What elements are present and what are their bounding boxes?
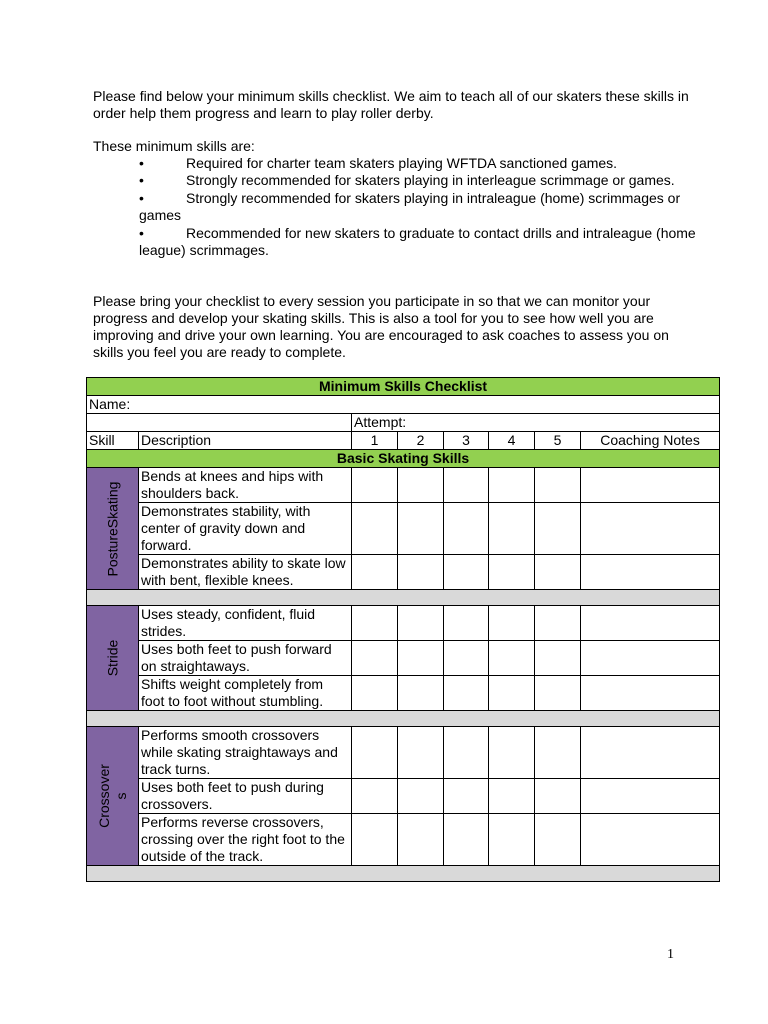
attempt-cell[interactable] — [489, 676, 535, 711]
skill-description: Performs reverse crossovers, crossing over the right foot to the outside of the track. — [139, 814, 352, 866]
attempt-cell[interactable] — [444, 555, 489, 590]
attempt-cell[interactable] — [444, 779, 489, 814]
attempt-cell[interactable] — [398, 727, 444, 779]
table-row — [87, 606, 720, 641]
skill-description: Demonstrates stability, with center of gravity down and forward. — [139, 503, 352, 555]
coaching-notes-cell[interactable] — [581, 555, 720, 590]
skill-group-crossovers — [87, 727, 139, 866]
skills-checklist-table — [86, 377, 720, 882]
separator-row — [87, 590, 720, 606]
attempt-cell[interactable] — [398, 503, 444, 555]
attempt-cell[interactable] — [535, 676, 581, 711]
attempt-cell[interactable] — [489, 814, 535, 866]
table-row — [87, 779, 720, 814]
coaching-notes-cell[interactable] — [581, 641, 720, 676]
attempt-cell[interactable] — [444, 727, 489, 779]
bullet-icon: • — [139, 224, 144, 241]
attempt-cell[interactable] — [535, 641, 581, 676]
attempt-cell[interactable] — [489, 779, 535, 814]
attempt-cell[interactable] — [489, 727, 535, 779]
attempt-cell[interactable] — [352, 641, 398, 676]
description-header: Description — [139, 432, 352, 450]
attempt-cell[interactable] — [535, 606, 581, 641]
attempt-cell[interactable] — [489, 503, 535, 555]
skill-description: Uses steady, confident, fluid strides. — [139, 606, 352, 641]
coaching-notes-cell[interactable] — [581, 814, 720, 866]
coaching-notes-cell[interactable] — [581, 676, 720, 711]
coaching-notes-cell[interactable] — [581, 779, 720, 814]
attempt-cell[interactable] — [535, 727, 581, 779]
table-row — [87, 468, 720, 503]
page-number: 1 — [667, 947, 674, 962]
attempt-cell[interactable] — [535, 503, 581, 555]
skill-group-stride — [87, 606, 139, 711]
attempt-cell[interactable] — [398, 555, 444, 590]
table-row — [87, 727, 720, 779]
attempt-cell[interactable] — [352, 676, 398, 711]
coaching-notes-cell[interactable] — [581, 727, 720, 779]
table-title: Minimum Skills Checklist — [87, 378, 720, 396]
skill-description: Bends at knees and hips with shoulders back. — [139, 468, 352, 503]
coaching-notes-cell[interactable] — [581, 606, 720, 641]
attempt-cell[interactable] — [352, 727, 398, 779]
table-row — [87, 503, 720, 555]
attempt-cell[interactable] — [535, 814, 581, 866]
attempt-cell[interactable] — [489, 641, 535, 676]
coaching-notes-cell[interactable] — [581, 503, 720, 555]
attempt-cell[interactable] — [398, 814, 444, 866]
skills-intro: These minimum skills are: — [93, 138, 255, 154]
attempt-cell[interactable] — [352, 555, 398, 590]
skill-label: PostureSkating — [104, 481, 120, 576]
attempt-cell[interactable] — [535, 555, 581, 590]
skill-label: Stride — [104, 639, 120, 677]
attempt-cell[interactable] — [398, 468, 444, 503]
skill-description: Uses both feet to push during crossovers. — [139, 779, 352, 814]
attempt-cell[interactable] — [352, 606, 398, 641]
blank-cell — [87, 414, 352, 432]
name-field[interactable]: Name: — [87, 396, 720, 414]
separator-row — [87, 711, 720, 727]
bullet-icon: • — [139, 172, 144, 189]
attempt-cell[interactable] — [352, 814, 398, 866]
attempt-cell[interactable] — [489, 468, 535, 503]
instructions-paragraph: Please bring your checklist to every session you participate in so that we can monitor your progress and develop your skating skills. This is also a tool for you to see how well you are improving and drive your own learning. You are encouraged to ask coaches to assess you on skills you feel you are ready to complete. — [93, 293, 669, 360]
coaching-notes-cell[interactable] — [581, 468, 720, 503]
attempt-cell[interactable] — [444, 503, 489, 555]
attempt-header: 2 — [398, 432, 444, 450]
attempt-cell[interactable] — [489, 555, 535, 590]
intro-paragraph: Please find below your minimum skills checklist. We aim to teach all of our skaters these skills in order help them progress and learn to play roller derby. — [93, 88, 689, 121]
attempt-cell[interactable] — [398, 641, 444, 676]
skill-description: Uses both feet to push forward on straightaways. — [139, 641, 352, 676]
attempt-cell[interactable] — [398, 779, 444, 814]
requirements-list — [139, 155, 699, 259]
table-row — [87, 676, 720, 711]
attempt-cell[interactable] — [352, 503, 398, 555]
attempt-cell[interactable] — [398, 606, 444, 641]
attempt-cell[interactable] — [535, 468, 581, 503]
attempt-cell[interactable] — [444, 814, 489, 866]
skill-description: Shifts weight completely from foot to foot without stumbling. — [139, 676, 352, 711]
list-item: • Recommended for new skaters to graduate to contact drills and intraleague (home league) scrimmages. — [139, 224, 696, 259]
attempt-cell[interactable] — [352, 468, 398, 503]
bullet-icon: • — [139, 189, 144, 206]
section-title: Basic Skating Skills — [87, 450, 720, 468]
attempt-cell[interactable] — [352, 779, 398, 814]
attempt-cell[interactable] — [444, 606, 489, 641]
table-row — [87, 555, 720, 590]
attempt-cell[interactable] — [444, 641, 489, 676]
table-row — [87, 641, 720, 676]
attempt-cell[interactable] — [535, 779, 581, 814]
list-item: • Required for charter team skaters playing WFTDA sanctioned games. — [139, 155, 618, 171]
attempt-cell[interactable] — [444, 676, 489, 711]
attempt-cell[interactable] — [444, 468, 489, 503]
skill-group-posture — [87, 468, 139, 590]
coaching-notes-header: Coaching Notes — [581, 432, 720, 450]
attempt-label: Attempt: — [352, 414, 720, 432]
list-item: • Strongly recommended for skaters playing in interleague scrimmage or games. — [139, 172, 675, 189]
attempt-header: 4 — [489, 432, 535, 450]
separator-row — [87, 866, 720, 882]
attempt-header: 1 — [352, 432, 398, 450]
attempt-cell[interactable] — [398, 676, 444, 711]
list-item: • Strongly recommended for skaters playing in intraleague (home) scrimmages or games — [139, 189, 681, 224]
skill-description: Performs smooth crossovers while skating straightaways and track turns. — [139, 727, 352, 779]
skill-header: Skill — [87, 432, 139, 450]
bullet-icon: • — [139, 155, 144, 171]
attempt-header: 5 — [535, 432, 581, 450]
skill-description: Demonstrates ability to skate low with bent, flexible knees. — [139, 555, 352, 590]
table-row — [87, 814, 720, 866]
attempt-header: 3 — [444, 432, 489, 450]
skill-label: Crossover s — [95, 764, 129, 828]
attempt-cell[interactable] — [489, 606, 535, 641]
